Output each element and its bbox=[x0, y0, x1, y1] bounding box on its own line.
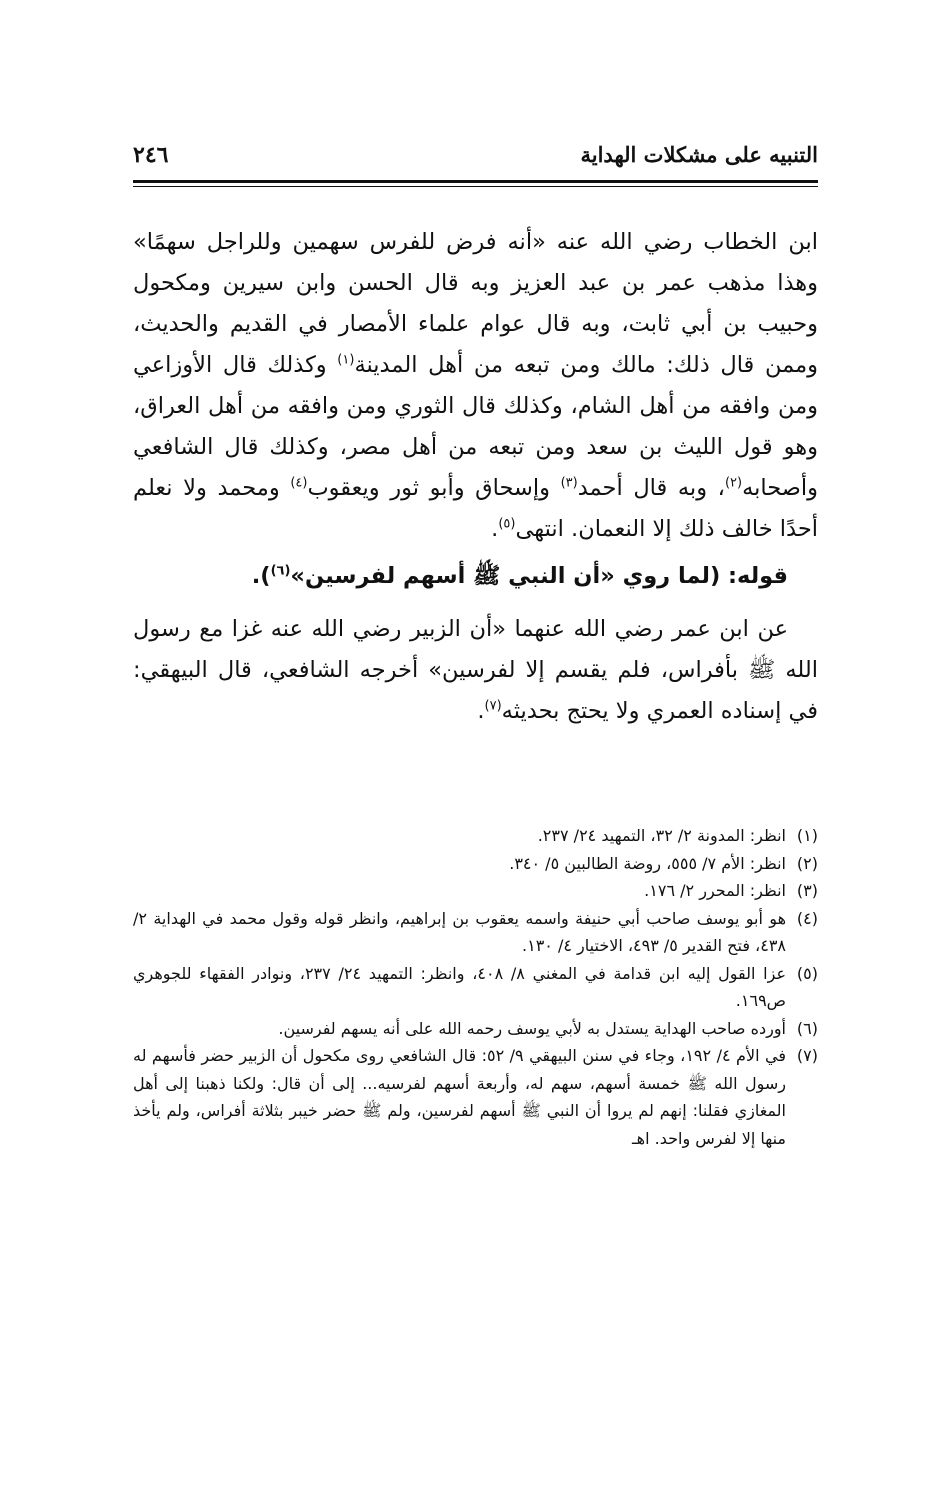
footnote-ref-2: (٢) bbox=[724, 475, 743, 491]
text-run: وكذلك قال الأوزاعي ومن وافقه من أهل الشام، وكذلك قال الثوري ومن وافقه من أهل العراق، وهو قول الليث بن سعد ومن تبعه من أهل مصر، وكذلك قال الشافعي وأصحابه bbox=[133, 352, 819, 501]
text-run: . bbox=[491, 516, 499, 542]
footnote-number: (٥) bbox=[796, 963, 818, 983]
main-text bbox=[133, 222, 818, 732]
footnotes bbox=[133, 822, 818, 1152]
header-rule-thin bbox=[133, 186, 818, 187]
footnote-6 bbox=[133, 1015, 818, 1043]
footnote-3 bbox=[133, 877, 818, 905]
footnote-ref-6: (٦) bbox=[270, 563, 291, 579]
footnote-ref-5: (٥) bbox=[498, 516, 516, 532]
paragraph-2 bbox=[133, 609, 818, 732]
running-title: التنبيه على مشكلات الهداية bbox=[580, 142, 818, 167]
footnote-number: (٣) bbox=[796, 881, 818, 900]
footnote-1 bbox=[133, 822, 818, 850]
paragraph-1 bbox=[133, 222, 818, 550]
footnote-text: هو أبو يوسف صاحب أبي حنيفة واسمه يعقوب بن إبراهيم، وانظر قوله وقول محمد في الهداية ٢/ ٤٣٨، فتح القدير ٥/ ٤٩٣، الاختيار ٤/ ١٣٠. bbox=[133, 908, 786, 955]
footnote-number: (٢) bbox=[796, 853, 818, 873]
footnote-number: (١) bbox=[796, 826, 818, 845]
footnote-2 bbox=[133, 850, 818, 878]
footnote-5 bbox=[133, 960, 818, 1015]
footnote-number: (٧) bbox=[796, 1046, 818, 1065]
text-run: ، وبه قال أحمد bbox=[577, 475, 725, 501]
page-number: ٢٤٦ bbox=[133, 142, 169, 168]
text-run: عن ابن عمر رضي الله عنهما «أن الزبير رضي الله عنه غزا مع رسول الله ﷺ بأفراس، فلم يقسم إلا لفرسين» أخرجه الشافعي، قال البيهقي: في إسناده العمري ولا يحتج بحديثه bbox=[133, 616, 818, 724]
footnote-text: أورده صاحب الهداية يستدل به لأبي يوسف رحمه الله على أنه يسهم لفرسين. bbox=[278, 1018, 786, 1038]
text-run: ومحمد ولا نعلم أحدًا خالف ذلك إلا النعمان. انتهى bbox=[133, 475, 818, 542]
text-run: قوله: (لما روي «أن النبي ﷺ أسهم لفرسين» bbox=[290, 563, 788, 589]
footnote-text: في الأم ٤/ ١٩٢، وجاء في سنن البيهقي ٩/ ٥٢: قال الشافعي روى مكحول أن الزبير حضر فأسهم له رسول الله ﷺ خمسة أسهم، سهم له، وأربعة أسهم لفرسيه... إلى أن قال: ولكنا ذهبنا إلى أهل المغازي فقلنا: إنهم لم يروا أن النبي ﷺ أسهم لفرسين، ولم ﷺ حضر خيبر بثلاثة أفراس، ولم يأخذ منها إلا لفرس واحد. اهـ bbox=[133, 1046, 786, 1148]
footnote-ref-3: (٣) bbox=[560, 475, 578, 491]
footnote-ref-1: (١) bbox=[337, 352, 355, 368]
footnote-number: (٦) bbox=[796, 1018, 818, 1038]
footnote-4 bbox=[133, 905, 818, 960]
text-run: ابن الخطاب رضي الله عنه «أنه فرض للفرس سهمين وللراجل سهمًا» وهذا مذهب عمر بن عبد العزيز وبه قال الحسن وابن سيرين ومكحول وحبيب بن أبي ثابت، وبه قال عوام علماء الأمصار في القديم والحديث، وممن قال ذلك: مالك ومن تبعه من أهل المدينة bbox=[133, 229, 818, 378]
page-header bbox=[133, 140, 818, 174]
footnote-number: (٤) bbox=[796, 908, 818, 928]
footnote-text: عزا القول إليه ابن قدامة في المغني ٨/ ٤٠٨، وانظر: التمهيد ٢٤/ ٢٣٧، ونوادر الفقهاء للجوهري ص١٦٩. bbox=[133, 963, 787, 1010]
qawl-heading bbox=[133, 556, 818, 597]
footnote-text: انظر: المحرر ٢/ ١٧٦. bbox=[644, 881, 786, 900]
footnote-ref-4: (٤) bbox=[290, 475, 308, 491]
text-run: ). bbox=[251, 563, 271, 589]
footnote-text: انظر: المدونة ٢/ ٣٢، التمهيد ٢٤/ ٢٣٧. bbox=[537, 826, 786, 845]
footnote-7 bbox=[133, 1042, 818, 1152]
text-run: وإسحاق وأبو ثور ويعقوب bbox=[307, 475, 561, 501]
footnote-ref-7: (٧) bbox=[484, 698, 502, 714]
text-run: . bbox=[477, 698, 485, 724]
footnote-text: انظر: الأم ٧/ ٥٥٥، روضة الطالبين ٥/ ٣٤٠. bbox=[509, 853, 786, 873]
header-rule-thick bbox=[133, 180, 818, 183]
